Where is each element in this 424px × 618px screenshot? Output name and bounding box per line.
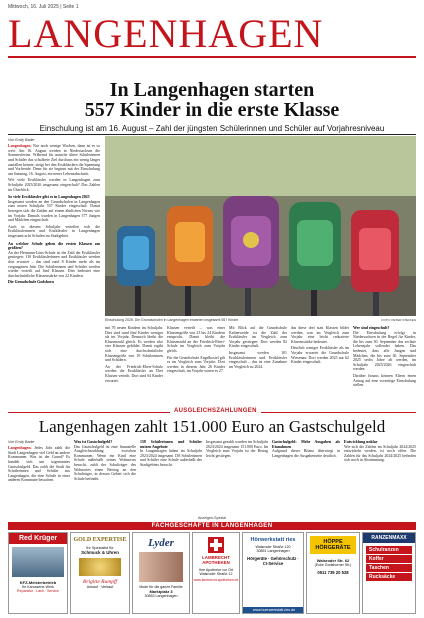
main-col1-text6: Die Grundschule Godshorn xyxy=(8,280,54,285)
ad4-name: LAMBRECHT APOTHEKEN xyxy=(202,555,230,565)
ad6-line3: 0511 739 20 528 xyxy=(317,570,349,575)
main-headline-line1: In Langenhagen starten xyxy=(109,79,315,101)
ad3-line1: Mode für die ganze Familie xyxy=(139,585,183,589)
ad5-name: Hörwerkstatt ries xyxy=(250,537,296,543)
main-col1-text: Nur noch wenige Wochen, dann ist es so weit: Am 16. August werden in Niedersachsen die Sommerferien. Während für manche ältere Schülerinnen und Schüler das schulfreie Ziel durchaus ein wenig länger ausfallen könnte, steigt bei den Erstklässlern die Spannung und Vorfreude. Denn für sie beginnt mit der Einschulung am Samstag, 16. August, ein neuer Lebensabschnitt. xyxy=(8,144,100,176)
main-col1-text2: Wie viele Erstklässler werden in Langenhagen zum Schuljahr 2025/2026 insgesamt eingeschult? Das Zahlen im Überblick. xyxy=(8,178,100,192)
photo-caption xyxy=(105,318,416,322)
second-col3-text: In Langenhagen haben im Schuljahr 2023/2024 insgesamt 158 Schülerinnen und Schüler eine Schule außerhalb des Stadtgebiets besucht. xyxy=(140,449,202,467)
ad1-name: Red Krüger xyxy=(9,533,67,544)
main-article-col2 xyxy=(105,326,163,404)
ad-lyder[interactable] xyxy=(132,532,190,614)
second-col6-subhead: Entwicklung unklar xyxy=(344,440,378,444)
second-col1-text: Jedes Jahr zahlt die Stadt Langenhagen viel Geld an andere Kommunen. Was ist der Grund? Es handelt sich um sogenanntes Gastschulgeld. Das zahlt die Stadt für Schülerinnen und Schüler aus Langenhagen, die eine Schule in einer anderen Kommune besuchen. xyxy=(8,446,70,483)
ad6-line1: Walsroder Str. 62 xyxy=(316,558,350,563)
section-label: AUSGLEICHSZAHLUNGEN xyxy=(170,408,261,414)
main-col3-text2: Für die Grundschule Engelbostel gilt es im Vergleich zum Vorjahr: Dort werden in diesem Jahr 26 Kinder eingeschult, im Vorjahr waren es 27. xyxy=(167,355,225,374)
main-photo-schoolchildren xyxy=(105,136,416,316)
ad4-line2: Walsroder Straße 12 xyxy=(199,572,233,576)
ad-hoeppe-hoergeraete[interactable] xyxy=(306,532,360,614)
second-article-col4 xyxy=(206,440,268,514)
ad2-line3: Brigitte Rumpff xyxy=(82,579,118,585)
second-article-col6 xyxy=(344,440,416,514)
ad1-line3: Reparatur · Lack · Service xyxy=(17,589,59,593)
second-col2-subhead: Was ist Gastschulgeld? xyxy=(74,440,113,444)
main-col6-text: Die Einschulung erfolgt in Niedersachsen in der Regel für Kinder, die bis zum 30. September das sechste Lebensjahr vollendet haben. Das bedeutet, dass alle Jungen und Mädchen, die bis zum 30. September 2025 sechs Jahre alt werden, im Schuljahr 2025/2026 eingeschult werden. xyxy=(353,330,416,372)
ad2-line4: Ankauf · Verkauf xyxy=(86,585,114,589)
ad2-name: GOLD EXPERTISE xyxy=(73,537,127,543)
ad6-name: HÖPPE HÖRGERÄTE xyxy=(310,536,356,554)
main-col1-text5: An der Hermann-Löns-Schule ist die Zahl der Erstklässler gestiegen: 110 Erstklässlerinnen und Erstklässler werden dort erwartet – das sind rund 8 Kinder mehr als im vergangenen Jahr. Die Schülerinnen und Schüler werden wieder verteilt auf fünf Klassen. Dies bedeutet eine durchschnittliche Klassenstärke von 22 Kindern. xyxy=(8,250,100,278)
ad1-line1: KFZ-Meisterbetrieb xyxy=(19,580,57,585)
main-dateline-place: Langenhagen. xyxy=(8,144,32,149)
ad3-fashion-image xyxy=(139,552,183,582)
main-col4-text: Mit Blick auf die Grundschule Kaltenweide ist die Zahl der Erstklässler im Vergleich zum Vorjahr gestiegen: Dort werden 82 Kinder eingeschult. xyxy=(229,326,287,349)
second-col5-subhead: Gastschulgeld: Mehr Ausgaben als Einnahmen xyxy=(272,440,340,449)
main-article-col1 xyxy=(8,138,100,404)
second-col5-text: Aufgrund dieser Bilanz überwiegt in Langenhagen die Ausgabenseite deutlich. xyxy=(272,449,340,458)
main-col1-subhead1: So viele Erstklässler gibt es in Langenhagen 2025 xyxy=(8,195,90,200)
main-col1-subhead2: An welcher Schule gehen die ersten Klassen am größten? xyxy=(8,241,100,251)
ad2-line2: Schmuck & Uhren xyxy=(81,550,119,555)
main-article-col6 xyxy=(353,326,416,404)
ad1-line2: Ihr Karosserie-Werk xyxy=(22,585,54,589)
main-col5-text2: Deutlich weniger Erstklässler als im Vorjahr erwartet die Grundschule Wiesenau: Dort werden 2025 nur 62 Kinder eingeschult. xyxy=(291,346,349,365)
ad-red-krueger[interactable] xyxy=(8,532,68,614)
ad1-car-image xyxy=(12,547,64,577)
second-col2-text: Das Gastschulgeld ist eine finanzielle Ausgleichszahlung zwischen Kommunen. Wenn ein Kind eine Schule außerhalb seines Wohnortes besucht, zahlt der Schulträger des Wohnortes einen Beitrag an den Schulträger, in dessen Gebiet sich die Schule befindet. xyxy=(74,444,136,481)
second-byline: Von Emily Bader xyxy=(8,440,35,444)
ad2-line1: Ihr Spezialist für xyxy=(86,546,114,550)
main-col4-text2: Insgesamt werden 101 Erstklässlerinnen und Erstklässler eingeschult – das ist eine Zunahme im Vergleich zu 2024. xyxy=(229,350,287,369)
ad6-line2: (Ecke Godshorner Str.) xyxy=(314,563,352,567)
ad3-name: Lyder xyxy=(148,537,174,549)
masthead: LANGENHAGEN xyxy=(8,11,324,56)
headline-rule xyxy=(8,134,416,135)
main-col2-text: mit 76 neuen Kindern im Schuljahr. Dies sind rund fünf Kinder weniger als im Vorjahr. Dennoch bleibt die Klassenzahl gleich. Es werden also vier Klassen gebildet. Damit ergibt sich eine durchschnittliche Klassengröße von 19 Schülerinnen und Schülern. xyxy=(105,326,163,363)
second-article-col1 xyxy=(8,440,70,514)
second-article-col3 xyxy=(140,440,202,514)
ad7-line2: Koffer xyxy=(366,555,412,563)
second-col3-subhead: 158 Schülerinnen und Schüler nutzen Angebote xyxy=(140,440,202,449)
main-col2-text2: An der Friedrich-Ebert-Schule werden die Erstklässler an Drei Klassen verteilt. Dort sind 64 Kinder erwartet. xyxy=(105,364,163,383)
photo-credit: FOTO: PETER STEFFEN xyxy=(381,318,416,322)
ad3-line2: Marktplatz 3 xyxy=(149,589,173,594)
ad-kicker: Anzeigen-Spezial xyxy=(198,516,226,520)
second-article-col5 xyxy=(272,440,340,514)
ad3-line3: 30853 Langenhagen xyxy=(144,594,178,598)
ad2-jewel-image xyxy=(79,558,121,576)
dateline: Mittwoch, 16. Juli 2025 | Seite 1 xyxy=(8,4,79,10)
ad-gold-expertise[interactable] xyxy=(70,532,130,614)
ad5-line2: 30851 Langenhagen xyxy=(256,549,290,553)
ad5-line4: www.hoerwerkstatt-ries.de xyxy=(243,607,304,613)
main-col5-text: das diese drei statt Klassen bildet werden, was im Vergleich zum Vorjahr eine leicht reduzierte Klassenstärke bedeutet. xyxy=(291,326,349,344)
ad5-line3: Hörgeräte · Gehörschutz · CI-Service xyxy=(247,556,299,566)
ad7-line3: Taschen xyxy=(366,564,412,572)
main-article-col5 xyxy=(291,326,349,404)
main-col3-text: Klassen verteilt – was einer Klassengröße von 23 bis 24 Kindern entspricht. Damit bleibt die Klassenzahl an der Friedrich-Ebert-Schule im Vergleich zum Vorjahr gleich. xyxy=(167,326,225,353)
ad4-line3: www.lambrecht-apotheken.de xyxy=(193,578,239,582)
second-headline: Langenhagen zahlt 151.000 Euro an Gastschulgeld xyxy=(38,417,386,436)
main-col1-text3: Insgesamt werden an den Grundschulen in Langenhagen zum neuen Schuljahr 557 Kinder eingeschult. Damit bewegen sich die Zahlen auf einem ähnlichen Niveau wie im Vorjahr. Damals wurden in Langenhagen 577 Jungen und Mädchen eingeschult. xyxy=(8,199,100,223)
photo-caption-text: Einschulung 2025: Die Grundschulen in Langenhagen erwarten insgesamt 557 Kinder. xyxy=(105,318,240,322)
main-byline: Von Emily Bader xyxy=(8,138,35,142)
ad-banner: FACHGESCHÄFTE IN LANGENHAGEN xyxy=(8,522,416,530)
ad7-line4: Rucksäcke xyxy=(366,573,412,581)
ad5-line1: Walsroder Straße 120 xyxy=(255,545,291,549)
main-col6-text2: Darüber hinaus können Eltern einen Antrag auf eine vorzeitige Einschulung stellen. xyxy=(353,373,416,388)
main-col6-subhead: Wer sind eingeschult? xyxy=(353,326,390,330)
main-subheadline: Einschulung ist am 16. August – Zahl der jüngsten Schülerinnen und Schüler auf Vorjahresniveau xyxy=(39,124,385,133)
ad4-line1: Ihre Apotheke vor Ort xyxy=(198,568,234,572)
pharmacy-cross-icon xyxy=(208,537,224,553)
second-article-col2 xyxy=(74,440,136,514)
main-col1-text4: Auch in diesem Schuljahr verteilen sich die Erstklässlerinnen und Erstklässler in Langenhagen insgesamt acht Schulen im Stadtgebiet. xyxy=(8,224,100,238)
main-headline-line2: 557 Kinder in die erste Klasse xyxy=(84,99,340,121)
ad-ranzenmaxx[interactable] xyxy=(362,532,416,614)
second-col4-text: Insgesamt gezahlt wurden im Schuljahr 2023/2024 insgesamt 151.000 Euro. Im Vergleich zum Vorjahr ist der Betrag leicht gestiegen. xyxy=(206,440,268,458)
main-article-col4 xyxy=(229,326,287,404)
ad7-line1: Schulranzen xyxy=(366,546,412,554)
ad-lambrecht-apotheken[interactable] xyxy=(192,532,240,614)
second-col6-text: Wie sich die Zahlen im Schuljahr 2024/2025 entwickeln werden, ist noch offen. Die Zahlen für das Schuljahr 2024/2025 befinden sich noch in Abstimmung. xyxy=(344,444,416,463)
second-dateline-place: Langenhagen. xyxy=(8,446,32,451)
ad-hoerwerkstatt-ries[interactable] xyxy=(242,532,304,614)
masthead-rule xyxy=(8,56,416,58)
section-divider xyxy=(8,408,416,416)
main-article-col3 xyxy=(167,326,225,404)
photo-illustration xyxy=(105,136,416,316)
ad7-name: RANZENMAXX xyxy=(363,533,415,543)
